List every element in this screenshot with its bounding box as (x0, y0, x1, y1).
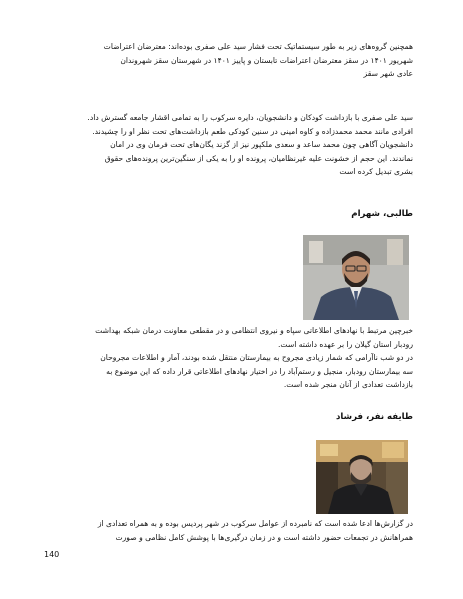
text-line: شهریور ۱۴۰۱ در سقز معترضان اعتراضات تابستان و پاییز ۱۴۰۱ در شهرستان سقز شهروندان (120, 55, 413, 65)
paragraph-talebi (68, 324, 413, 392)
portrait-photo-talebi-image (303, 235, 409, 320)
text-line: سید علی صفری با بازداشت کودکان و دانشجویان، دایره سرکوب را به تمامی اقشار جامعه گسترش داد. (87, 113, 413, 122)
text-line: سه بیمارستان رودبار، منجیل و رستم‌آباد را در اختیار نهادهای اطلاعاتی قرار داده که این موضوع به (106, 366, 413, 376)
text-line: افرادی مانند محمد محمدزاده و کاوه امینی در سنین کودکی طعم بازداشت‌های تحت نظر او را چشیدند. (92, 126, 413, 136)
text-line: در گزارش‌ها ادعا شده است که نامبرده از عوامل سرکوب در شهر پردیس بوده و به همراه تعدادی از (97, 519, 413, 528)
text-line: نماندند. این حجم از خشونت علیه غیرنظامیان، پرونده او را به یکی از سنگین‌ترین پرونده‌های حقوق (104, 153, 413, 163)
section-heading-talebi: طالبی، شهرام (351, 209, 413, 219)
text-line: در دو شب ناآرامی که شمار زیادی مجروح به بیمارستان منتقل شده بودند، آمار و اطلاعات مجروحان (100, 353, 413, 363)
text-line: عادی شهر سقز (363, 69, 413, 79)
text-line: همراهانش در تجمعات حضور داشته است و در زمان درگیری‌ها با پوشش کامل نظامی و صورت (115, 532, 413, 542)
text-line: همچنین گروه‌های زیر به طور سیستماتیک تحت فشار سید علی صفری بوده‌اند: معترضان اعتراضات (103, 42, 413, 51)
text-line: بازداشت تعدادی از آنان منجر شده است. (283, 380, 413, 390)
text-line: خبرچین مرتبط با نهادهای اطلاعاتی سپاه و نیروی انتظامی و در مقطعی معاونت درمان شبکه بهداشت (95, 326, 413, 335)
section-heading-tayefeh: طایفه نفر، فرشاد (335, 412, 413, 422)
text-line: دانشجویان آگاهی چون محمد ساعد و سعدی ملکپور نیز از گزند یگان‌های تحت فرمان وی در امان (110, 140, 413, 150)
portrait-photo-tayefeh (316, 440, 408, 514)
paragraph-tayefeh (68, 517, 413, 544)
portrait-photo-tayefeh-image (316, 440, 408, 514)
text-line: رودبار استان گیلان را بر عهده داشته است. (277, 339, 413, 349)
page-number: 140 (44, 550, 60, 559)
text-line: بشری تبدیل کرده است (339, 167, 413, 177)
portrait-photo-talebi (303, 235, 409, 320)
paragraph-intro-2 (68, 111, 413, 179)
paragraph-intro-1 (68, 40, 413, 81)
